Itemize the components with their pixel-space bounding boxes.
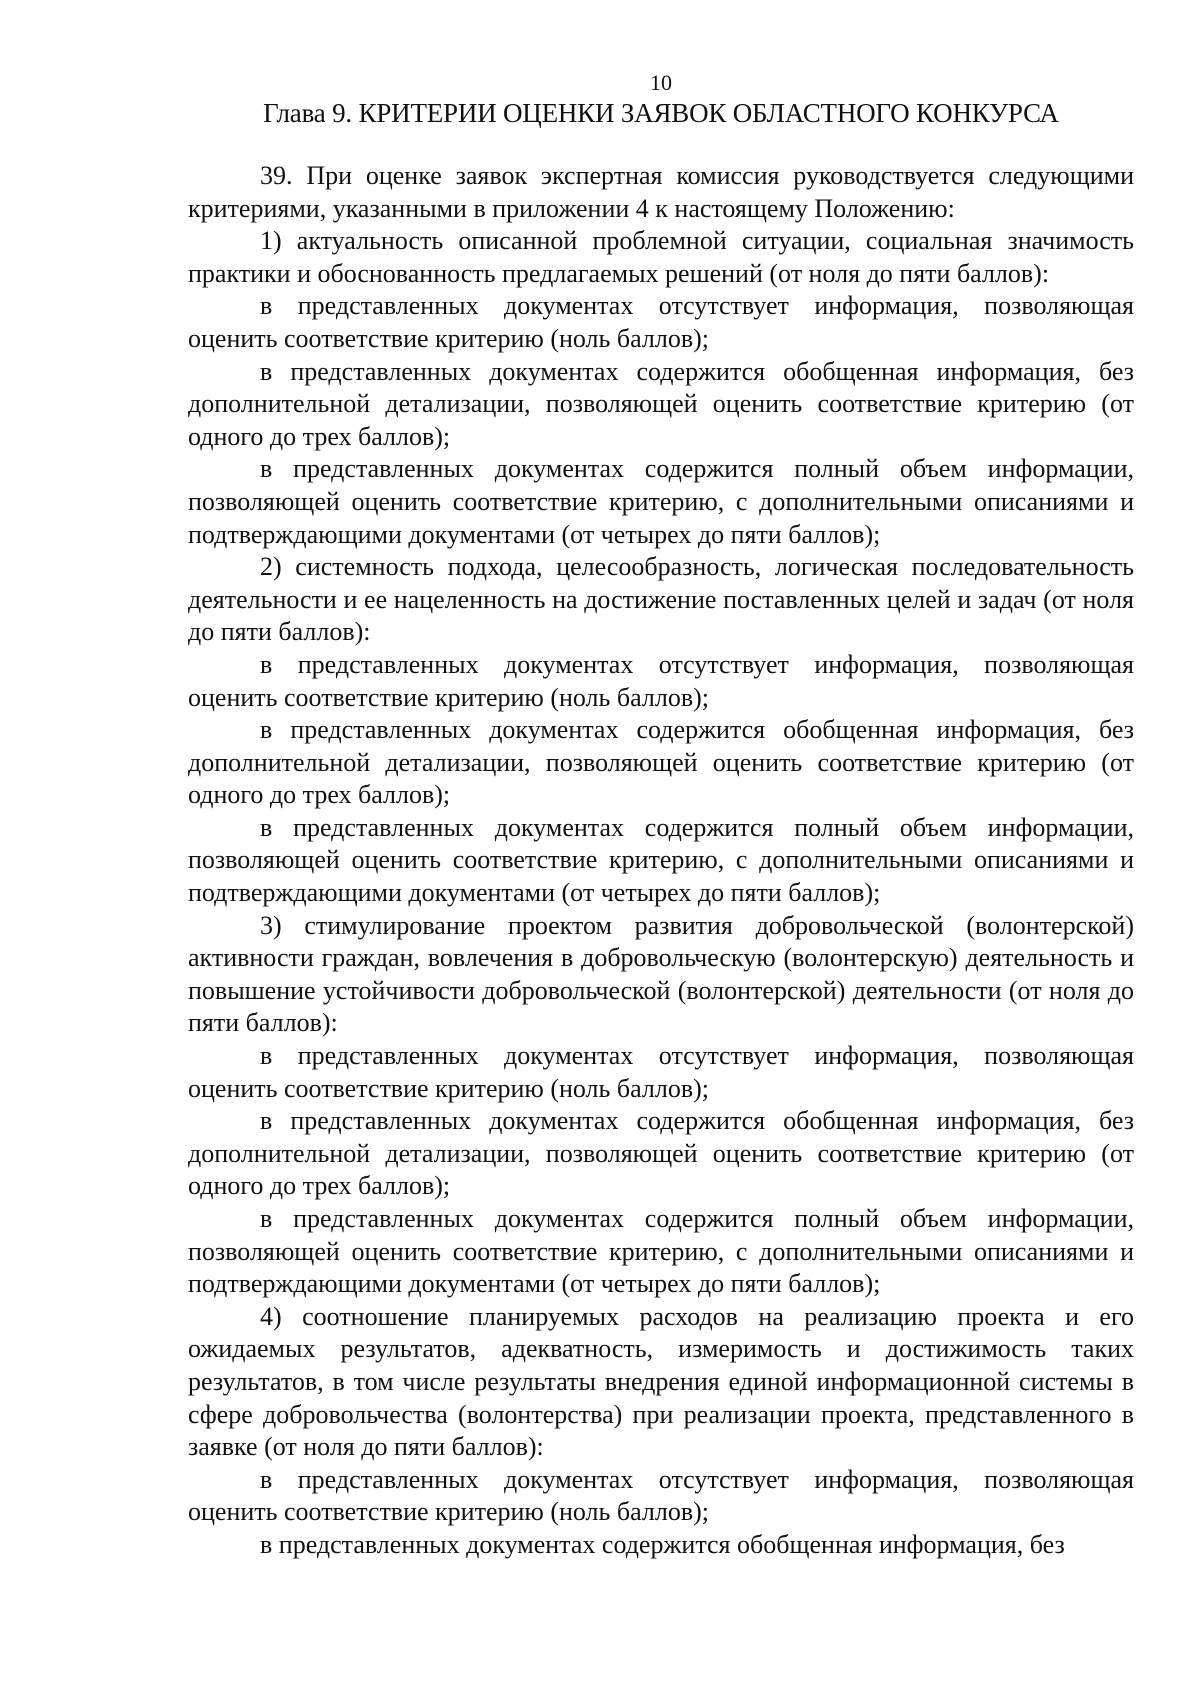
document-page bbox=[188, 70, 1134, 1562]
criterion-4-score-1-3: в представленных документах содержится обобщенная информация, без bbox=[260, 1529, 1065, 1559]
criterion-2-score-1-3: в представленных документах содержится обобщенная информация, без дополнительной детализации, позволяющей оценить соответствие критерию (от одного до трех баллов); bbox=[188, 715, 1134, 810]
criterion-2: 2) системность подхода, целесообразность, логическая последовательность деятельности и ее нацеленность на достижение поставленных целей и задач (от ноля до пяти баллов): bbox=[188, 552, 1134, 647]
criterion-2-score-4-5: в представленных документах содержится полный объем информации, позволяющей оценить соответствие критерию, с дополнительными описаниями и подтверждающими документами (от четырех до пяти баллов); bbox=[188, 812, 1134, 908]
criterion-3-score-1-3: в представленных документах содержится обобщенная информация, без дополнительной детализации, позволяющей оценить соответствие критерию (от одного до трех баллов); bbox=[188, 1106, 1134, 1201]
page-number: 10 bbox=[650, 70, 672, 95]
criterion-3-score-4-5: в представленных документах содержится полный объем информации, позволяющей оценить соответствие критерию, с дополнительными описаниями и подтверждающими документами (от четырех до пяти баллов); bbox=[188, 1204, 1134, 1299]
paragraph-39: 39. При оценке заявок экспертная комиссия руководствуется следующими критериями, указанными в приложении 4 к настоящему Положению: bbox=[188, 161, 1134, 223]
criterion-1: 1) актуальность описанной проблемной ситуации, социальная значимость практики и обоснованность предлагаемых решений (от ноля до пяти баллов): bbox=[188, 226, 1134, 288]
criterion-4-score-0: в представленных документах отсутствует информация, позволяющая оценить соответствие критерию (ноль баллов); bbox=[188, 1464, 1134, 1527]
criterion-3-score-0: в представленных документах отсутствует информация, позволяющая оценить соответствие критерию (ноль баллов); bbox=[188, 1041, 1134, 1103]
criterion-4: 4) соотношение планируемых расходов на реализацию проекта и его ожидаемых результатов, адекватность, измеримость и достижимость таких результатов, в том числе результаты внедрения единой информационной системы в сфере добровольчества (волонтерства) при реализации проекта, представленного в заявке (от ноля до пяти баллов): bbox=[188, 1301, 1134, 1462]
criterion-2-score-0: в представленных документах отсутствует информация, позволяющая оценить соответствие критерию (ноль баллов); bbox=[188, 649, 1134, 712]
document-body bbox=[188, 160, 1134, 1562]
criterion-1-score-0: в представленных документах отсутствует информация, позволяющая оценить соответствие критерию (ноль баллов); bbox=[188, 291, 1134, 353]
chapter-title: Глава 9. КРИТЕРИИ ОЦЕНКИ ЗАЯВОК ОБЛАСТНОГО КОНКУРСА bbox=[263, 98, 1059, 128]
criterion-1-score-1-3: в представленных документах содержится обобщенная информация, без дополнительной детализации, позволяющей оценить соответствие критерию (от одного до трех баллов); bbox=[188, 356, 1134, 451]
criterion-3: 3) стимулирование проектом развития добровольческой (волонтерской) активности граждан, вовлечения в добровольческую (волонтерскую) деятельность и повышение устойчивости добровольческой (волонтерской) деятельности (от ноля до пяти баллов): bbox=[188, 910, 1134, 1038]
criterion-1-score-4-5: в представленных документах содержится полный объем информации, позволяющей оценить соответствие критерию, с дополнительными описаниями и подтверждающими документами (от четырех до пяти баллов); bbox=[188, 454, 1134, 549]
